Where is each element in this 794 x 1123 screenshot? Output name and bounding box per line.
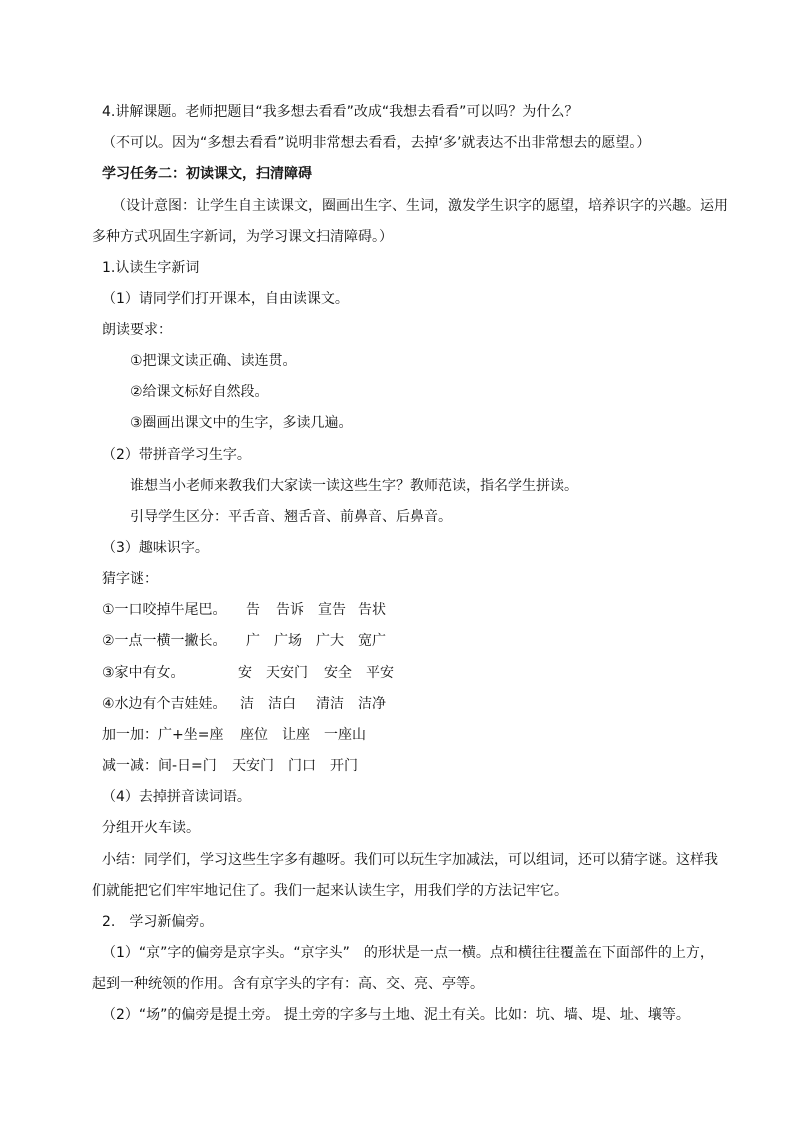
requirement-2: ②给课文标好自然段。 (130, 384, 269, 400)
riddle-question: ④水边有个吉娃娃。 (102, 696, 227, 712)
riddle-word: 清洁 (316, 696, 344, 712)
section2-item1-line1: （1）“京”字的偏旁是京字头。“京字头” 的形状是一点一横。点和横往往覆盖在下面部件的上方， (102, 945, 714, 961)
riddle-word: 告状 (358, 602, 386, 618)
section1-step4: （4）去掉拼音读词语。 (102, 789, 251, 805)
requirement-3: ③圈画出课文中的生字，多读几遍。 (130, 415, 353, 431)
riddle-word: 广大 (316, 633, 344, 649)
section2-item1-line2: 起到一种统领的作用。含有京字头的字有：高、交、亮、亭等。 (92, 976, 484, 992)
subtract-word: 门口 (288, 758, 316, 774)
riddle-word: 平安 (366, 665, 394, 681)
reading-requirements-label: 朗读要求： (102, 322, 172, 338)
subtract-word: 天安门 (232, 758, 274, 774)
section1-heading: 1.认读生字新词 (102, 260, 200, 276)
summary-line2: 们就能把它们牢牢地记住了。我们一起来认读生字，用我们学的方法记牢它。 (92, 883, 568, 899)
subtract-formula: 减一减：间-日=门 (102, 758, 217, 774)
section1-step1: （1）请同学们打开课本，自由读课文。 (102, 291, 349, 307)
design-intent-line2: 多种方式巩固生字新词，为学习课文扫清障碍。） (92, 229, 393, 245)
add-formula: 加一加：广+坐=座 (102, 727, 224, 743)
step2-text-b: 引导学生区分：平舌音、翘舌音、前鼻音、后鼻音。 (130, 509, 452, 525)
riddle-label: 猜字谜： (102, 571, 158, 587)
riddle-word: 告诉 (276, 602, 304, 618)
subtract-word: 开门 (330, 758, 358, 774)
riddle-word: 安全 (324, 665, 352, 681)
step2-text-a: 谁想当小老师来教我们大家读一读这些生字？教师范读，指名学生拼读。 (130, 478, 578, 494)
section1-step2: （2）带拼音学习生字。 (102, 447, 251, 463)
riddle-word: 洁 (240, 696, 254, 712)
task2-heading: 学习任务二：初读课文，扫清障碍 (102, 166, 312, 182)
riddle-word: 广 (246, 633, 260, 649)
item4-question: 4.讲解课题。老师把题目“我多想去看看”改成“我想去看看”可以吗？为什么？ (102, 104, 579, 120)
riddle-word: 天安门 (266, 665, 308, 681)
riddle-word: 宣告 (318, 602, 346, 618)
summary-line1: 小结：同学们，学习这些生字多有趣呀。我们可以玩生字加减法，可以组词，还可以猜字谜。这样我 (102, 852, 718, 868)
riddle-question: ①一口咬掉牛尾巴。 (102, 602, 227, 618)
add-word: 让座 (282, 727, 310, 743)
riddle-word: 洁净 (358, 696, 386, 712)
section1-step3: （3）趣味识字。 (102, 540, 209, 556)
section2-item2: （2）“场”的偏旁是提土旁。 提土旁的字多与土地、泥土有关。比如：坑、墙、堤、址、壤等。 (102, 1007, 690, 1023)
add-word: 座位 (240, 727, 268, 743)
train-reading: 分组开火车读。 (102, 820, 200, 836)
add-word: 一座山 (324, 727, 366, 743)
riddle-word: 告 (246, 602, 260, 618)
riddle-question: ②一点一横一撇长。 (102, 633, 227, 649)
requirement-1: ①把课文读正确、读连贯。 (130, 353, 297, 369)
riddle-word: 广场 (274, 633, 302, 649)
riddle-word: 宽广 (358, 633, 386, 649)
riddle-word: 洁白 (268, 696, 296, 712)
design-intent-line1: （设计意图：让学生自主读课文，圈画出生字、生词，激发学生识字的愿望，培养识字的兴趣。运用 (112, 198, 728, 214)
riddle-word: 安 (238, 665, 252, 681)
section2-heading: 2. 学习新偏旁。 (102, 914, 214, 930)
riddle-question: ③家中有女。 (102, 665, 185, 681)
item4-answer: （不可以。因为“多想去看看”说明非常想去看看，去掉‘多’就表达不出非常想去的愿望。） (102, 135, 651, 151)
